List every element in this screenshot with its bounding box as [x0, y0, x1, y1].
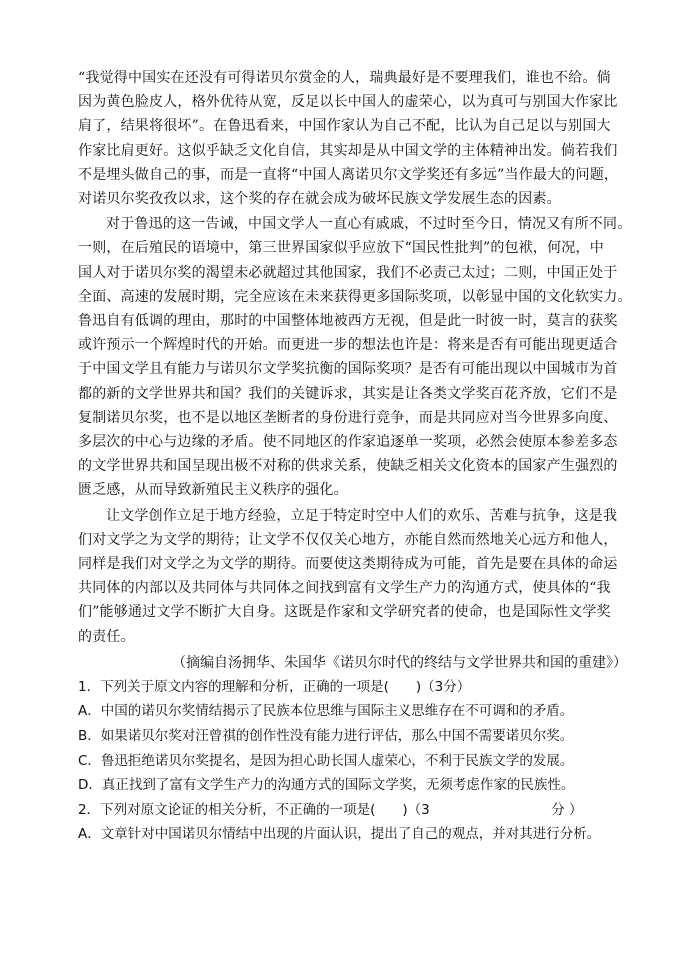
text-line: 对于鲁迅的这一告诫，中国文学人一直心有戚戚，不过时至今日，情况又有所不同。: [106, 216, 632, 233]
text-line: “我觉得中国实在还没有可得诺贝尔赏金的人，瑞典最好是不要理我们，谁也不给。倘: [78, 70, 611, 86]
question-2-option-a: A．文章针对中国诺贝尔情结中出现的片面认识，提出了自己的观点，并对其进行分析。: [78, 826, 601, 843]
text-line: 肩了，结果将很坏”。在鲁迅看来，中国作家认为自己不配，比认为自己足以与别国大: [78, 118, 611, 135]
text-line: 复制诺贝尔奖，也不是以地区垄断者的身份进行竞争，而是共同应对当今世界多向度、: [78, 409, 618, 426]
article-body: [78, 66, 632, 847]
text-line: 国人对于诺贝尔奖的渴望未必就超过其他国家，我们不必责己太过；二则，中国正处于: [78, 264, 618, 281]
text-line: 的责任。: [78, 628, 135, 645]
text-line: 对诺贝尔奖孜孜以求，这个奖的存在就会成为破坏民族文学发展生态的因素。: [78, 191, 561, 208]
text-line: 于中国文学且有能力与诺贝尔文学奖抗衡的国际奖项？是否有可能出现以中国城市为首: [78, 361, 618, 378]
text-line: 全面、高速的发展时期，完全应该在未来获得更多国际奖项，以彰显中国的文化软实力。: [78, 288, 632, 305]
paragraph-3: [78, 504, 618, 649]
question-1-option-d: D．真正找到了富有文学生产力的沟通方式的国际文学奖，无须考虑作家的民族性。: [78, 777, 575, 794]
text-line: 们”能够通过文学不断扩大自身。这既是作家和文学研究者的使命，也是国际性文学奖: [78, 604, 611, 621]
text-line: 让文学创作立足于地方经验，立足于特定时空中人们的欢乐、苦难与抗争，这是我: [106, 507, 618, 524]
question-1-option-a: A．中国的诺贝尔奖情结揭示了民族本位思维与国际主义思维存在不可调和的矛盾。: [78, 703, 574, 720]
text-line: 匮乏感，从而导致新殖民主义秩序的强化。: [78, 482, 348, 499]
text-line: 不是埋头做自己的事，而是一直将“中国人离诺贝尔文学奖还有多远”当作最大的问题，: [78, 166, 619, 183]
question-1-option-c: C．鲁迅拒绝诺贝尔奖提名，是因为担心助长国人虚荣心，不利于民族文学的发展。: [78, 752, 574, 769]
text-line: 多层次的中心与边缘的矛盾。使不同地区的作家追逐单一奖项，必然会使原本参差多态: [78, 434, 618, 451]
text-line: 们对文学之为文学的期待；让文学不仅仅关心地方，亦能自然而然地关心远方和他人，: [78, 531, 618, 548]
text-line: 因为黄色脸皮人，格外优待从宽，反足以长中国人的虚荣心，以为真可与别国大作家比: [78, 94, 618, 111]
question-1-option-b: B．如果诺贝尔奖对汪曾祺的创作性没有能力进行评估，那么中国不需要诺贝尔奖。: [78, 728, 574, 745]
text-line: 同样是我们对文学之为文学的期待。而要使这类期待成为可能，首先是要在具体的命运: [78, 556, 618, 573]
text-line: 或许预示一个辉煌时代的开始。而更进一步的想法也许是：将来是否有可能出现更适合: [78, 337, 618, 354]
source-citation: （摘编自汤拥华、朱国华《诺贝尔时代的终结与文学世界共和国的重建》）: [172, 654, 627, 671]
question-1-stem: 1．下列关于原文内容的理解和分析，正确的一项是( )（3分）: [78, 678, 471, 695]
text-line: 一则，在后殖民的语境中，第三世界国家似乎应放下“国民性批判”的包袱，何况，中: [78, 240, 604, 257]
paragraph-2: [78, 212, 632, 502]
paragraph-1: [78, 66, 619, 211]
text-line: 都的新的文学世界共和国？我们的关键诉求，其实是让各类文学奖百花齐放，它们不是: [78, 385, 618, 402]
text-line: 作家比肩更好。这似乎缺乏文化自信，其实却是从中国文学的主体精神出发。倘若我们: [78, 142, 618, 159]
text-line: 鲁迅自有低调的理由，那时的中国整体地被西方无视，但是此一时彼一时，莫言的获奖: [78, 313, 618, 330]
question-list: [78, 675, 613, 847]
text-line: 的文学世界共和国呈现出极不对称的供求关系，使缺乏相关文化资本的国家产生强烈的: [78, 458, 618, 475]
question-2-stem: 2．下列对原文论证的相关分析，不正确的一项是( )（3 分 ）: [78, 801, 583, 818]
text-line: 共同体的内部以及共同体与共同体之间找到富有文学生产力的沟通方式，使具体的“我: [78, 580, 611, 597]
